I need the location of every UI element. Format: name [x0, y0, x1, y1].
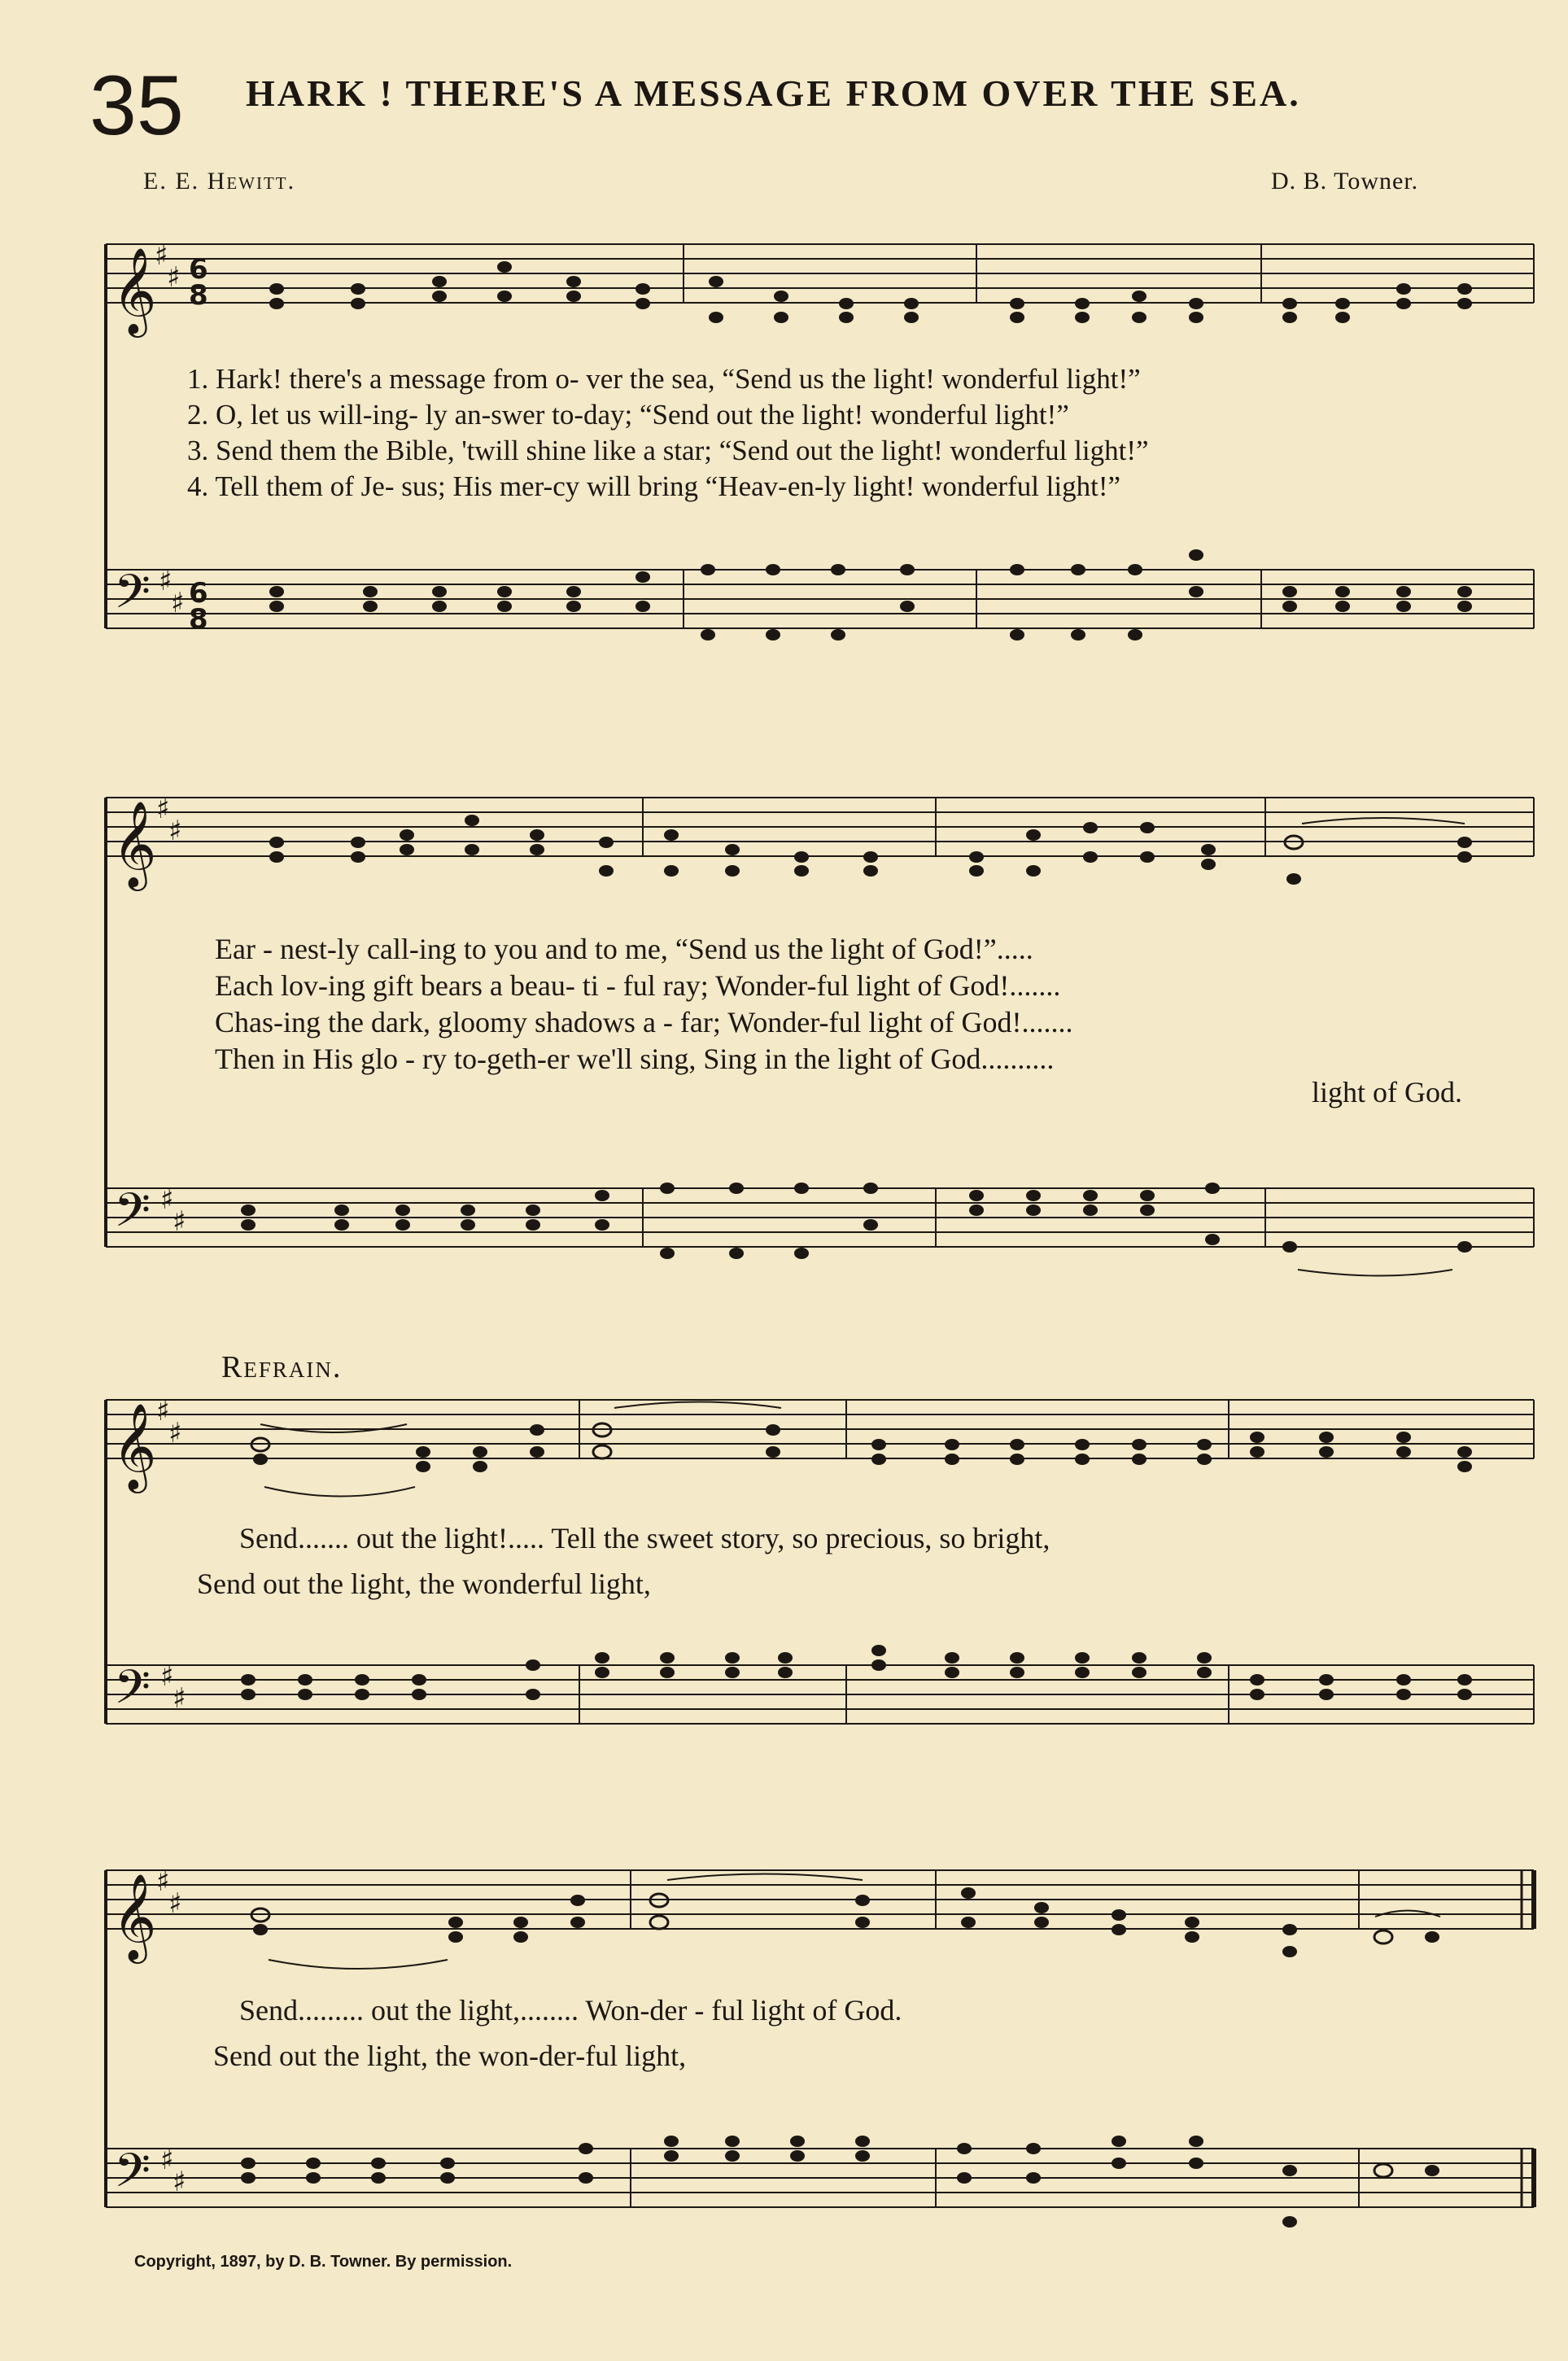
svg-text:♯: ♯	[171, 587, 185, 619]
time-signature-top: 6	[189, 253, 208, 286]
svg-text:♯: ♯	[168, 1417, 182, 1449]
svg-text:♯: ♯	[173, 1205, 186, 1238]
refrain-bass-lyric-1: Send out the light, the wonderful light,	[197, 1567, 651, 1600]
staff-system2-bass	[106, 1188, 1534, 1247]
svg-text:♯: ♯	[156, 1395, 170, 1428]
verse-line-4: Then in His glo - ry to-geth-er we'll sing, Sing in the light of God..........	[215, 1043, 1055, 1075]
refrain-label: Refrain.	[221, 1350, 343, 1384]
bass-clef-icon: 𝄢	[114, 564, 151, 631]
verse-line-3: Chas-ing the dark, gloomy shadows a - far; Wonder-ful light of God!.......	[215, 1006, 1073, 1038]
svg-text:𝄢: 𝄢	[114, 2143, 151, 2210]
staff-system3-treble	[106, 1400, 1534, 1458]
verse-line-1: Ear - nest-ly call-ing to you and to me, “Send us the light of God!”.....	[215, 933, 1033, 965]
svg-text:𝄞: 𝄞	[112, 800, 157, 887]
svg-text:♯: ♯	[160, 1183, 174, 1216]
svg-text:6: 6	[189, 577, 208, 610]
verse-line-3: 3. Send them the Bible, 'twill shine like a star; “Send out the light! wonderful light!”	[187, 435, 1149, 466]
svg-text:♯: ♯	[168, 815, 182, 847]
svg-text:𝄞: 𝄞	[112, 1873, 157, 1960]
lyricist-credit: E. E. Hewitt.	[143, 168, 296, 195]
svg-text:𝄞: 𝄞	[112, 1402, 157, 1489]
composer-credit: D. B. Towner.	[1271, 168, 1419, 195]
svg-text:♯: ♯	[167, 261, 181, 294]
verse-line-1: 1. Hark! there's a message from o- ver the sea, “Send us the light! wonderful light!”	[187, 363, 1141, 395]
sharp-icon: ♯	[155, 239, 168, 272]
hymn-title: HARK ! THERE'S A MESSAGE FROM OVER THE SEA.	[246, 72, 1301, 114]
refrain-lyric-line-1: Send....... out the light!..... Tell the sweet story, so precious, so bright,	[239, 1522, 1050, 1554]
verse-line-4: 4. Tell them of Je- sus; His mer-cy will bring “Heav-en-ly light! wonderful light!”	[187, 470, 1121, 502]
verse-lines-system2	[215, 931, 1073, 1078]
svg-text:♯: ♯	[156, 793, 170, 825]
treble-clef-icon: 𝄞	[112, 247, 157, 334]
staff-system4-treble	[106, 1870, 1534, 1929]
svg-text:♯: ♯	[160, 2144, 174, 2176]
staff-system1-treble	[106, 244, 1534, 303]
staff-system2-treble	[106, 798, 1534, 856]
svg-text:8: 8	[189, 603, 208, 636]
refrain-bass-lyric-2: Send out the light, the won-der-ful light,	[213, 2040, 687, 2072]
svg-text:♯: ♯	[156, 1865, 170, 1898]
svg-text:𝄢: 𝄢	[114, 1183, 151, 1249]
svg-text:♯: ♯	[173, 2166, 186, 2198]
verse-line-2: 2. O, let us will-ing- ly an-swer to-day; “Send out the light! wonderful light!”	[187, 399, 1069, 431]
svg-text:𝄢: 𝄢	[114, 1659, 151, 1726]
time-signature-bottom: 8	[189, 279, 208, 312]
refrain-lyric-line-2: Send......... out the light,........ Won-der - ful light of God.	[239, 1994, 902, 2027]
alternate-ending-text: light of God.	[1312, 1076, 1462, 1108]
svg-text:♯: ♯	[159, 565, 173, 597]
staff-system1-bass	[106, 570, 1534, 628]
verse-lines-system1	[187, 361, 1149, 505]
verse-line-2: Each lov-ing gift bears a beau- ti - ful ray; Wonder-ful light of God!.......	[215, 969, 1061, 1002]
copyright-notice: Copyright, 1897, by D. B. Towner. By permission.	[134, 2253, 513, 2271]
svg-text:♯: ♯	[168, 1887, 182, 1920]
svg-text:♯: ♯	[160, 1660, 174, 1693]
hymn-number: 35	[90, 59, 184, 153]
svg-text:♯: ♯	[173, 1682, 186, 1715]
note-heads	[241, 261, 1472, 2228]
